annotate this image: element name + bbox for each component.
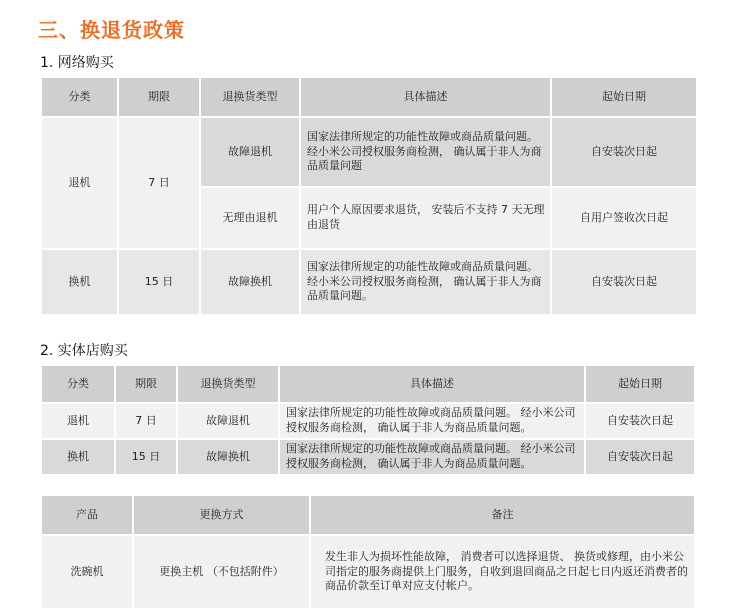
category-cell: 换机 bbox=[42, 440, 114, 474]
table-row bbox=[42, 404, 694, 438]
page-title: 三、换退货政策 bbox=[38, 18, 185, 42]
header-category: 分类 bbox=[42, 78, 117, 116]
description-cell: 国家法律所规定的功能性故障或商品质量问题。 经小米公司授权服务商检测， 确认属于非人为商品质量问题。 bbox=[280, 440, 584, 474]
header-type: 退换货类型 bbox=[201, 78, 299, 116]
category-cell: 退机 bbox=[42, 404, 114, 438]
start-date-cell: 自安装次日起 bbox=[552, 250, 696, 314]
type-cell: 无理由退机 bbox=[201, 188, 299, 248]
description-cell: 国家法律所规定的功能性故障或商品质量问题。经小米公司授权服务商检测， 确认属于非人为商品质量问题。 bbox=[301, 250, 550, 314]
start-date-cell: 自用户签收次日起 bbox=[552, 188, 696, 248]
period-cell: 7 日 bbox=[119, 118, 199, 248]
section-heading-online: 1. 网络购买 bbox=[40, 55, 114, 71]
section-heading-store: 2. 实体店购买 bbox=[40, 343, 128, 359]
table-row bbox=[42, 536, 694, 608]
description-cell: 国家法律所规定的功能性故障或商品质量问题。经小米公司授权服务商检测， 确认属于非人为商品质量问题 bbox=[301, 118, 550, 186]
dishwasher-exchange-table bbox=[40, 494, 696, 610]
type-cell: 故障换机 bbox=[201, 250, 299, 314]
header-start-date: 起始日期 bbox=[586, 366, 694, 402]
table-row bbox=[42, 440, 694, 474]
note-cell: 发生非人为损坏性能故障， 消费者可以选择退货、 换货或修理，由小米公司指定的服务商提供上门服务，自收到退回商品之日起七日内返还消费者的商品价款至订单对应支付帐户。 bbox=[311, 536, 694, 608]
header-category: 分类 bbox=[42, 366, 114, 402]
type-cell: 故障退机 bbox=[178, 404, 278, 438]
header-description: 具体描述 bbox=[301, 78, 550, 116]
type-cell: 故障退机 bbox=[201, 118, 299, 186]
period-cell: 15 日 bbox=[119, 250, 199, 314]
period-cell: 15 日 bbox=[116, 440, 176, 474]
header-start-date: 起始日期 bbox=[552, 78, 696, 116]
header-period: 期限 bbox=[119, 78, 199, 116]
online-purchase-table bbox=[40, 76, 698, 316]
start-date-cell: 自安装次日起 bbox=[552, 118, 696, 186]
header-exchange-method: 更换方式 bbox=[134, 496, 309, 534]
category-cell: 换机 bbox=[42, 250, 117, 314]
table-row bbox=[42, 250, 696, 314]
header-period: 期限 bbox=[116, 366, 176, 402]
type-cell: 故障换机 bbox=[178, 440, 278, 474]
header-type: 退换货类型 bbox=[178, 366, 278, 402]
period-cell: 7 日 bbox=[116, 404, 176, 438]
description-cell: 国家法律所规定的功能性故障或商品质量问题。 经小米公司授权服务商检测， 确认属于非人为商品质量问题。 bbox=[280, 404, 584, 438]
start-date-cell: 自安装次日起 bbox=[586, 440, 694, 474]
description-cell: 用户个人原因要求退货， 安装后不支持 7 天无理由退货 bbox=[301, 188, 550, 248]
header-description: 具体描述 bbox=[280, 366, 584, 402]
store-purchase-table bbox=[40, 364, 696, 476]
product-cell: 洗碗机 bbox=[42, 536, 132, 608]
header-product: 产品 bbox=[42, 496, 132, 534]
exchange-method-cell: 更换主机 （不包括附件） bbox=[134, 536, 309, 608]
table-row bbox=[42, 118, 696, 186]
category-cell: 退机 bbox=[42, 118, 117, 248]
header-note: 备注 bbox=[311, 496, 694, 534]
start-date-cell: 自安装次日起 bbox=[586, 404, 694, 438]
